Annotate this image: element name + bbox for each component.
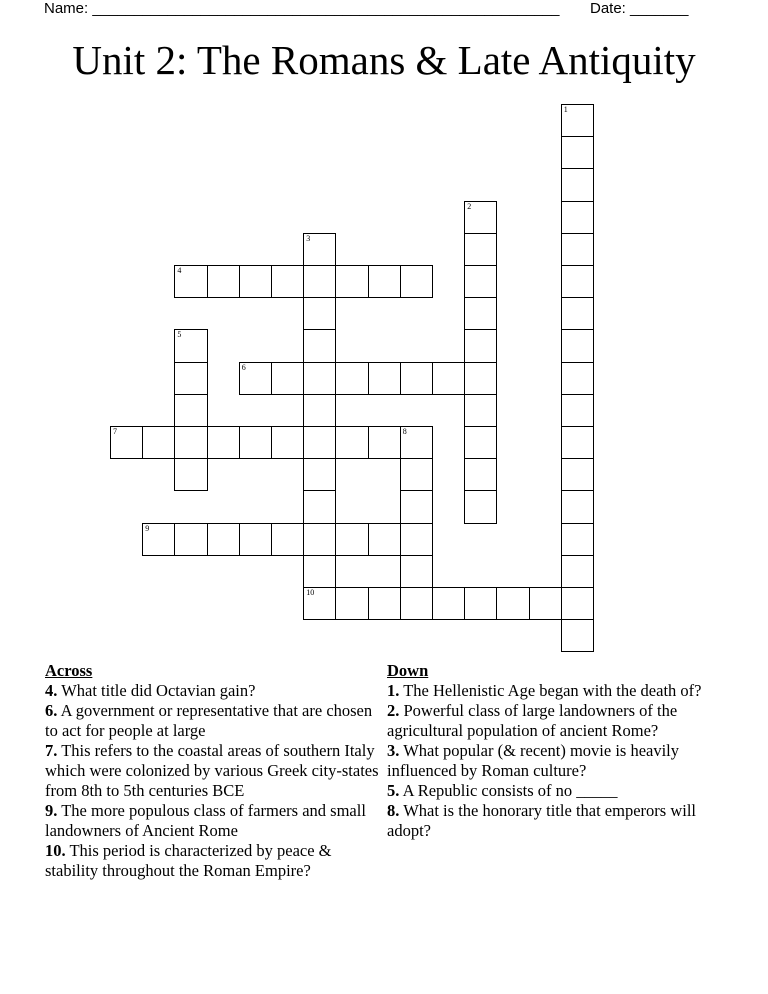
crossword-cell[interactable] bbox=[239, 426, 272, 459]
crossword-cell[interactable] bbox=[335, 362, 368, 395]
down-clue-list bbox=[387, 681, 717, 841]
crossword-cell[interactable] bbox=[368, 426, 401, 459]
crossword-cell[interactable] bbox=[368, 265, 401, 298]
crossword-cell[interactable] bbox=[303, 362, 336, 395]
crossword-cell[interactable] bbox=[303, 458, 336, 491]
crossword-cell[interactable] bbox=[174, 426, 207, 459]
crossword-cell[interactable] bbox=[400, 458, 433, 491]
clue-number-label: 2. bbox=[387, 701, 400, 720]
crossword-cell[interactable] bbox=[561, 490, 594, 523]
crossword-cell[interactable] bbox=[561, 297, 594, 330]
crossword-cell[interactable] bbox=[303, 555, 336, 588]
across-clue bbox=[45, 841, 385, 881]
clue-number-label: 4. bbox=[45, 681, 58, 700]
crossword-cell[interactable] bbox=[496, 587, 529, 620]
crossword-cell[interactable] bbox=[207, 523, 240, 556]
crossword-cell[interactable] bbox=[464, 265, 497, 298]
clue-text: What is the honorary title that emperors will adopt? bbox=[387, 801, 696, 840]
crossword-cell[interactable] bbox=[432, 362, 465, 395]
crossword-cell[interactable] bbox=[561, 329, 594, 362]
crossword-cell[interactable] bbox=[335, 587, 368, 620]
crossword-cell[interactable] bbox=[335, 523, 368, 556]
crossword-cell[interactable] bbox=[400, 587, 433, 620]
clue-number-label: 9. bbox=[45, 801, 58, 820]
date-field-label: Date: _______ bbox=[590, 0, 689, 17]
clue-text: The more populous class of farmers and small landowners of Ancient Rome bbox=[45, 801, 366, 840]
clue-number: 10 bbox=[306, 588, 315, 597]
crossword-cell[interactable] bbox=[464, 297, 497, 330]
down-clue bbox=[387, 681, 717, 701]
down-clue bbox=[387, 781, 717, 801]
crossword-cell[interactable] bbox=[174, 523, 207, 556]
across-clue bbox=[45, 681, 385, 701]
crossword-cell[interactable] bbox=[368, 587, 401, 620]
crossword-cell[interactable] bbox=[303, 329, 336, 362]
crossword-cell[interactable] bbox=[432, 587, 465, 620]
clue-number-label: 7. bbox=[45, 741, 58, 760]
down-clues bbox=[387, 661, 717, 841]
crossword-cell[interactable] bbox=[303, 490, 336, 523]
across-heading: Across bbox=[45, 661, 93, 680]
crossword-cell[interactable] bbox=[561, 104, 594, 137]
crossword-cell[interactable] bbox=[239, 523, 272, 556]
crossword-cell[interactable] bbox=[271, 523, 304, 556]
crossword-cell[interactable] bbox=[271, 265, 304, 298]
crossword-cell[interactable] bbox=[174, 265, 207, 298]
across-clue bbox=[45, 741, 385, 801]
crossword-cell[interactable] bbox=[239, 265, 272, 298]
crossword-cell[interactable] bbox=[335, 265, 368, 298]
clue-number-label: 3. bbox=[387, 741, 400, 760]
across-clue bbox=[45, 701, 385, 741]
crossword-cell[interactable] bbox=[303, 297, 336, 330]
crossword-cell[interactable] bbox=[561, 201, 594, 234]
crossword-cell[interactable] bbox=[561, 168, 594, 201]
crossword-cell[interactable] bbox=[464, 394, 497, 427]
clue-number: 1 bbox=[563, 105, 568, 114]
crossword-cell[interactable] bbox=[529, 587, 562, 620]
clue-number: 9 bbox=[145, 523, 150, 533]
clue-text: What popular (& recent) movie is heavily influenced by Roman culture? bbox=[387, 741, 680, 780]
down-heading: Down bbox=[387, 661, 429, 680]
crossword-cell[interactable] bbox=[303, 265, 336, 298]
clue-text: A Republic consists of no _____ bbox=[399, 781, 618, 800]
crossword-cell[interactable] bbox=[142, 523, 175, 556]
clue-number-label: 1. bbox=[387, 681, 400, 700]
clue-number: 6 bbox=[241, 362, 246, 372]
crossword-cell[interactable] bbox=[400, 490, 433, 523]
clue-number: 4 bbox=[177, 266, 182, 275]
crossword-cell[interactable] bbox=[561, 426, 594, 459]
crossword-cell[interactable] bbox=[561, 619, 594, 652]
crossword-cell[interactable] bbox=[335, 426, 368, 459]
crossword-cell[interactable] bbox=[207, 265, 240, 298]
across-clue-list bbox=[45, 681, 385, 881]
crossword-cell[interactable] bbox=[464, 458, 497, 491]
crossword-cell[interactable] bbox=[110, 426, 143, 459]
clue-number: 8 bbox=[402, 427, 407, 436]
clue-number-label: 5. bbox=[387, 781, 400, 800]
crossword-cell[interactable] bbox=[561, 136, 594, 169]
crossword-cell[interactable] bbox=[561, 587, 594, 620]
crossword-cell[interactable] bbox=[174, 362, 207, 395]
crossword-cell[interactable] bbox=[561, 233, 594, 266]
clue-text: What title did Octavian gain? bbox=[57, 681, 256, 700]
crossword-cell[interactable] bbox=[174, 458, 207, 491]
down-clue bbox=[387, 741, 717, 781]
crossword-cell[interactable] bbox=[561, 362, 594, 395]
down-clue bbox=[387, 801, 717, 841]
clue-number-label: 10. bbox=[45, 841, 66, 860]
clue-text: A government or representative that are chosen to act for people at large bbox=[45, 701, 373, 740]
crossword-cell[interactable] bbox=[400, 265, 433, 298]
crossword-cell[interactable] bbox=[464, 426, 497, 459]
across-clue bbox=[45, 801, 385, 841]
crossword-cell[interactable] bbox=[142, 426, 175, 459]
crossword-cell[interactable] bbox=[271, 426, 304, 459]
crossword-cell[interactable] bbox=[400, 523, 433, 556]
crossword-cell[interactable] bbox=[303, 523, 336, 556]
crossword-cell[interactable] bbox=[464, 201, 497, 234]
clue-text: This period is characterized by peace & stability throughout the Roman Empire? bbox=[45, 841, 332, 880]
crossword-cell[interactable] bbox=[303, 587, 336, 620]
crossword-cell[interactable] bbox=[464, 362, 497, 395]
clue-number-label: 6. bbox=[45, 701, 58, 720]
crossword-cell[interactable] bbox=[174, 394, 207, 427]
crossword-cell[interactable] bbox=[561, 394, 594, 427]
crossword-cell[interactable] bbox=[368, 362, 401, 395]
clue-number: 7 bbox=[113, 427, 117, 436]
crossword-cell[interactable] bbox=[303, 394, 336, 427]
crossword-cell[interactable] bbox=[464, 233, 497, 266]
across-clues bbox=[45, 661, 385, 881]
crossword-cell[interactable] bbox=[561, 523, 594, 556]
crossword-cell[interactable] bbox=[464, 587, 497, 620]
page-title: Unit 2: The Romans & Late Antiquity bbox=[72, 37, 696, 83]
crossword-cell[interactable] bbox=[400, 555, 433, 588]
crossword-cell[interactable] bbox=[239, 362, 272, 395]
crossword-cell[interactable] bbox=[464, 490, 497, 523]
clue-text: This refers to the coastal areas of southern Italy which were colonized by various Greek city-states from 8th to 5th centuries BCE bbox=[45, 741, 379, 800]
clue-number: 5 bbox=[177, 330, 182, 340]
crossword-cell[interactable] bbox=[271, 362, 304, 395]
crossword-cell[interactable] bbox=[400, 426, 433, 459]
crossword-cell[interactable] bbox=[561, 458, 594, 491]
crossword-cell[interactable] bbox=[368, 523, 401, 556]
crossword-cell[interactable] bbox=[207, 426, 240, 459]
crossword-cell[interactable] bbox=[400, 362, 433, 395]
crossword-cell[interactable] bbox=[174, 329, 207, 362]
crossword-cell[interactable] bbox=[303, 233, 336, 266]
crossword-cell[interactable] bbox=[561, 265, 594, 298]
clue-text: The Hellenistic Age began with the death of? bbox=[399, 681, 702, 700]
crossword-cell[interactable] bbox=[464, 329, 497, 362]
clue-number-label: 8. bbox=[387, 801, 400, 820]
crossword-cell[interactable] bbox=[561, 555, 594, 588]
name-field-label: Name: ________________________________________________________ bbox=[44, 0, 560, 17]
crossword-cell[interactable] bbox=[303, 426, 336, 459]
clue-text: Powerful class of large landowners of the agricultural population of ancient Rome? bbox=[387, 701, 678, 740]
clue-number: 2 bbox=[467, 201, 472, 211]
clue-number: 3 bbox=[306, 233, 311, 243]
down-clue bbox=[387, 701, 717, 741]
